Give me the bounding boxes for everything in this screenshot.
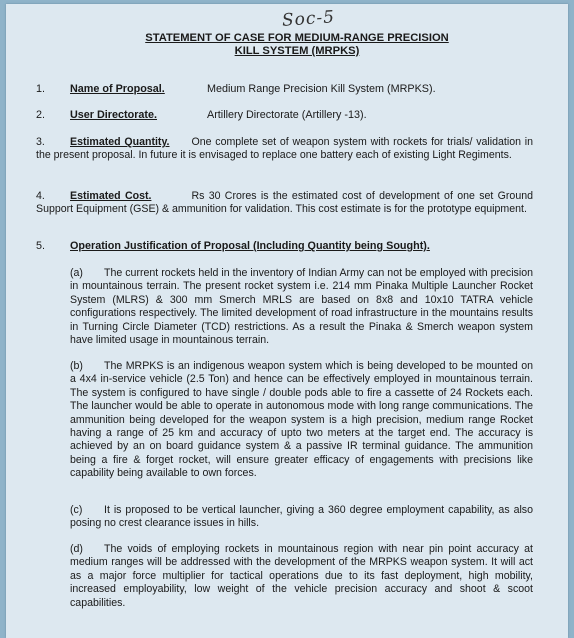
item-3-text: One complete set of weapon system with rockets for trials/ validation in the present proposal. In future it is envisaged to replace one battery each of existing Light Regiments. — [36, 136, 533, 162]
item-2-label: User Directorate. — [70, 109, 158, 121]
subpara-d — [70, 543, 533, 610]
subpara-c-text: It is proposed to be vertical launcher, giving a 360 degree employment capability, as also posing no crest clearance issues in hills. — [70, 504, 533, 530]
handwritten-annotation: Soc-5 — [281, 7, 336, 31]
item-4-number: 4. — [36, 190, 45, 202]
item-1-value: Medium Range Precision Kill System (MRPKS). — [207, 83, 436, 95]
item-3-label: Estimated Quantity. — [70, 136, 170, 148]
subpara-c-id: (c) — [70, 504, 83, 516]
subpara-a — [70, 267, 533, 347]
item-4 — [36, 190, 533, 217]
subpara-b-id: (b) — [70, 360, 83, 372]
item-5-number: 5. — [36, 240, 46, 252]
item-5-label: Operation Justification of Proposal (Including Quantity being Sought). — [70, 240, 430, 252]
title-line-1: STATEMENT OF CASE FOR MEDIUM-RANGE PRECISION — [145, 32, 449, 44]
subpara-b — [70, 360, 533, 481]
item-1-label: Name of Proposal. — [70, 83, 165, 95]
subpara-a-text: The current rockets held in the inventory of Indian Army can not be employed with precision in mountainous terrain. The present rocket system i.e. 214 mm Pinaka Multiple Launcher Rocket System (MLRS) & 300 mm Smerch MRLS are based on 8x8 and 10x10 TATRA vehicle configurations respectively. The limited development of road infrastructure in the mountains results in Turning Circle Diameter (TCD) restrictions. As a result the Pinaka & Smerch weapon system have limited usage in mountainous terrain. — [70, 267, 533, 347]
subpara-c — [70, 504, 533, 531]
subpara-d-id: (d) — [70, 543, 83, 555]
item-4-text: Rs 30 Crores is the estimated cost of development of one set Ground Support Equipment (GSE) & ammunition for validation. This cost estimate is for the prototype equipment. — [36, 190, 533, 216]
item-2-number: 2. — [36, 109, 46, 121]
title-line-2: KILL SYSTEM (MRPKS) — [234, 45, 360, 57]
item-3 — [36, 136, 533, 163]
document-page — [6, 4, 568, 638]
subpara-b-text: The MRPKS is an indigenous weapon system which is being developed to be mounted on a 4x4 in-service vehicle (2.5 Ton) and hence can be effectively employed in mountainous terrain. The system is configured to have single / double pods able to fire a cassette of 24 Rockets each. The launcher would be able to operate in autonomous mode with long range communications. The ammunition being developed for the weapon system is a high precision, medium range Rocket having a range of 25 km and accuracy of upto two meters at the target end. The accuracy is achieved by an on board guidance system & a passive IR terminal guidance. The ammunition being a fire & forget rocket, will ensure greater efficacy of engagements with precisions like capability being available to own forces. — [70, 360, 533, 480]
item-2-value: Artillery Directorate (Artillery -13). — [207, 109, 367, 121]
item-4-label: Estimated Cost. — [70, 190, 152, 202]
subpara-d-text: The voids of employing rockets in mountainous region with near pin point accuracy at medium ranges will be addressed with the development of the MRPKS weapon system. It will act as a major force multiplier for tactical operations due to its fast deployment, high mobility, increased employability, low weight of the vehicle precision accuracy and shoot & scoot capabilities. — [70, 543, 533, 609]
subpara-a-id: (a) — [70, 267, 83, 279]
item-1-number: 1. — [36, 83, 46, 95]
document-title — [6, 32, 568, 58]
item-3-number: 3. — [36, 136, 45, 148]
